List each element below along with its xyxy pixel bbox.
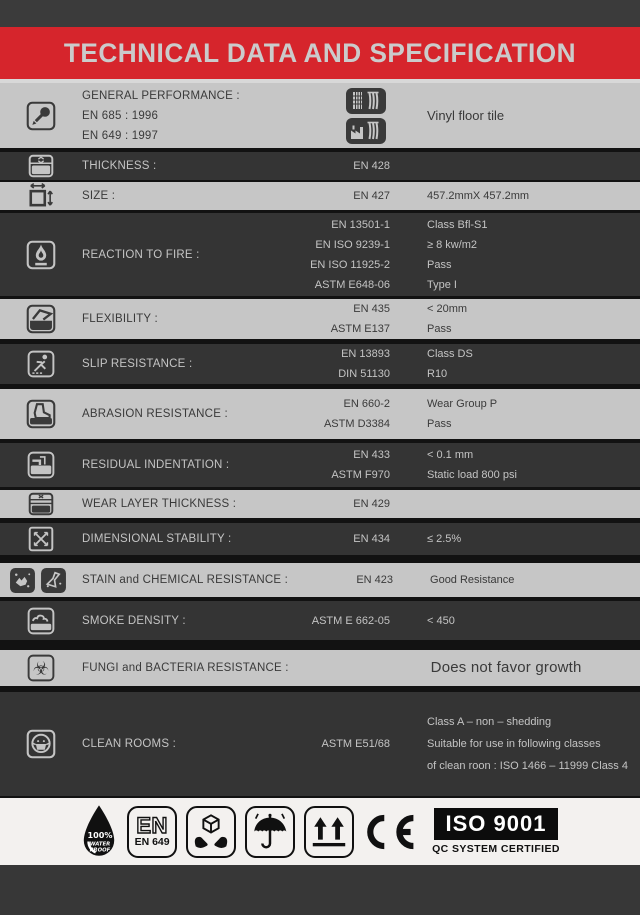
spec-row-slip-resistance [0,344,640,384]
dimensions-icon [0,182,70,210]
standard: ASTM E648-06 [314,278,390,291]
value: Class A – non – shedding [427,716,552,728]
value: Pass [427,323,452,335]
spec-row-stain-chemical-resistance [0,563,640,597]
value: Pass [427,418,452,430]
indentation-icon [0,451,70,479]
row-subline: EN 649 : 1997 [82,129,159,142]
row-label: SLIP RESISTANCE : [82,358,193,370]
spec-row-fungi-bacteria-resistance [0,650,640,686]
value: Pass [427,258,452,271]
standard: EN 13501-1 [331,218,390,231]
value: Static load 800 psi [427,469,517,481]
this-side-up-arrows-icon [304,806,354,858]
spec-row-wear-layer-thickness [0,490,640,518]
row-label: REACTION TO FIRE : [82,248,200,261]
bottom-bar [0,865,640,915]
standard: EN 13893 [341,348,390,360]
qc-certified-label: QC SYSTEM CERTIFIED [432,843,560,855]
slip-icon [0,350,70,378]
standard: EN 429 [353,498,390,510]
iso-9001-label: ISO 9001 [434,808,559,840]
wear-layer-icon [0,490,70,518]
dimensional-stability-icon [0,525,70,553]
row-label: FUNGI and BACTERIA RESISTANCE : [82,662,289,674]
value: Type I [427,278,457,291]
standard: EN 660-2 [343,398,390,410]
thickness-gauge-icon [0,152,70,180]
standard: ASTM E51/68 [321,738,390,750]
standard: ASTM E 662-05 [311,614,390,627]
umbrella-rain-icon [245,806,295,858]
row-label: WEAR LAYER THICKNESS : [82,498,237,510]
spec-table [0,83,640,796]
spec-row-flexibility [0,299,640,339]
row-label: SIZE : [82,190,116,202]
value: ≤ 2.5% [427,533,462,545]
page-title: TECHNICAL DATA AND SPECIFICATION [63,37,577,68]
spec-row-clean-rooms [0,692,640,796]
row-label: FLEXIBILITY : [82,313,158,325]
row-subline: EN 685 : 1996 [82,109,159,122]
spec-row-dimensional-stability [0,523,640,555]
row-label: DIMENSIONAL STABILITY : [82,533,232,545]
chemical-flask-icon [40,567,67,594]
ce-mark-icon [363,812,419,852]
en-badge-small-label: EN 649 [134,835,170,848]
product-type-value: Vinyl floor tile [427,107,505,123]
spec-row-residual-indentation [0,443,640,487]
iso-9001-badge [432,808,560,855]
row-label: RESIDUAL INDENTATION : [82,459,230,471]
spec-row-abrasion-resistance [0,389,640,439]
row-label: GENERAL PERFORMANCE : [82,89,240,102]
row-label: CLEAN ROOMS : [82,738,176,750]
spec-row-thickness [0,152,640,180]
value: 457.2mmX 457.2mm [427,190,530,202]
en-badge-big-label: EN [136,812,168,838]
top-bar [0,0,640,27]
standard: ASTM F970 [331,469,390,481]
en-649-badge [127,806,177,858]
water-drop-icon [80,804,118,860]
standard: ASTM D3384 [323,418,390,430]
spec-row-smoke-density [0,601,640,640]
value: Class DS [427,348,473,360]
smoke-icon [0,607,70,635]
spec-row-general-performance [0,83,640,148]
flame-icon [0,240,70,270]
svg-text:☣: ☣ [32,658,50,680]
standard: ASTM E137 [330,323,390,335]
shoe-icon [0,399,70,429]
standard: EN 435 [353,303,390,315]
waterproof-line3: PROOF [89,846,111,853]
value: < 450 [427,614,455,627]
standard: EN ISO 9239-1 [315,238,390,251]
curtain-factory-icon [346,118,386,144]
dropper-icon [0,101,70,131]
waterproof-line1: 100% [87,830,113,840]
value: < 20mm [427,303,468,315]
standard: EN 433 [353,449,390,461]
product-type-icons [285,88,390,144]
spec-row-size [0,182,640,210]
standard: EN 428 [353,160,390,172]
value: R10 [427,368,448,380]
row-label: ABRASION RESISTANCE : [82,408,228,420]
value: < 0.1 mm [427,449,474,461]
hands-holding-cube-icon [186,806,236,858]
value: Good Resistance [430,574,515,586]
biohazard-icon [0,654,70,682]
row-label: THICKNESS : [82,160,157,172]
standard: EN ISO 11925-2 [310,258,390,271]
row-label: STAIN and CHEMICAL RESISTANCE : [82,574,289,586]
header-banner [0,27,640,79]
face-mask-icon [0,729,70,759]
spec-row-reaction-to-fire [0,213,640,296]
row-label-block [70,86,285,146]
waterproof-line2: WATER [89,840,111,847]
value: Does not favor growth [430,659,582,676]
value: Class Bfl-S1 [427,218,488,231]
standard: EN 434 [353,533,390,545]
certification-strip [0,798,640,865]
curtain-building-icon [346,88,386,114]
standard: EN 423 [356,574,394,586]
bend-icon [0,304,70,334]
standard: DIN 51130 [338,368,390,380]
stain-icon [9,567,36,594]
standard: EN 427 [353,190,390,202]
value: ≥ 8 kw/m2 [427,238,478,251]
value: Wear Group P [427,398,498,410]
row-label: SMOKE DENSITY : [82,614,186,627]
value: of clean roon : ISO 1466 – 11999 Class 4 [427,760,628,772]
value: Suitable for use in following classes [427,738,601,750]
